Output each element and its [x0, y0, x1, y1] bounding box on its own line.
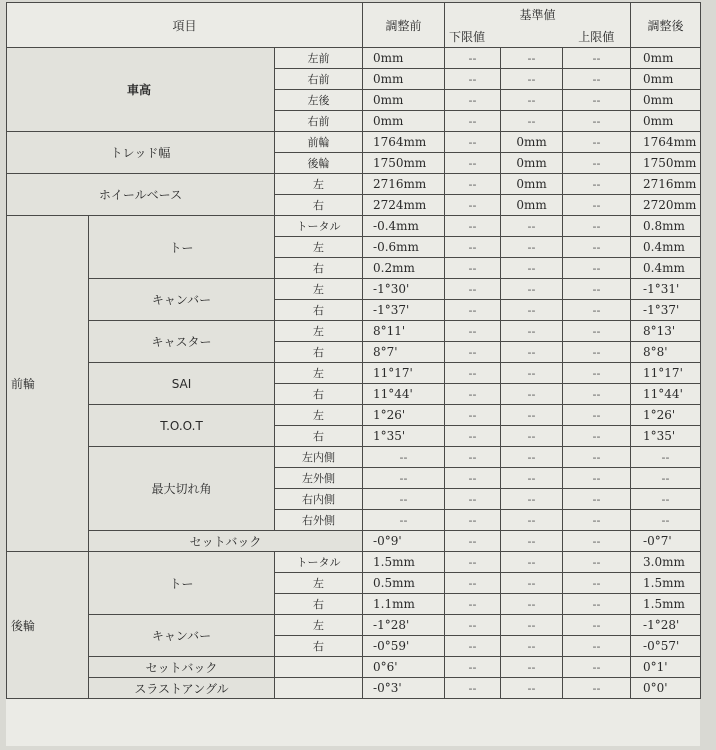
value-before: -1°28' — [363, 615, 445, 636]
value-after: 0mm — [631, 111, 701, 132]
table-row — [7, 363, 701, 384]
value-upper: -- — [563, 300, 631, 321]
sub-label: 左外側 — [275, 468, 363, 489]
value-lower: -- — [445, 258, 501, 279]
value-lower: -- — [445, 552, 501, 573]
sub-label: 左 — [275, 279, 363, 300]
value-upper: -- — [563, 510, 631, 531]
value-upper: -- — [563, 132, 631, 153]
value-before: 1764mm — [363, 132, 445, 153]
value-upper: -- — [563, 69, 631, 90]
sub-label: 左 — [275, 321, 363, 342]
value-standard: -- — [501, 594, 563, 615]
value-before: -0.6mm — [363, 237, 445, 258]
value-after: 1.5mm — [631, 573, 701, 594]
value-after: 11°17' — [631, 363, 701, 384]
sub-label: トータル — [275, 552, 363, 573]
ride-height-label: 車高 — [7, 48, 275, 132]
sub-label: 右 — [275, 594, 363, 615]
header-after: 調整後 — [631, 3, 701, 48]
value-before: 1.5mm — [363, 552, 445, 573]
value-standard: -- — [501, 426, 563, 447]
value-standard: -- — [501, 615, 563, 636]
value-upper: -- — [563, 468, 631, 489]
table-row — [7, 678, 701, 699]
value-lower: -- — [445, 69, 501, 90]
value-lower: -- — [445, 216, 501, 237]
value-before: 1°35' — [363, 426, 445, 447]
value-lower: -- — [445, 405, 501, 426]
value-before: 2724mm — [363, 195, 445, 216]
wheelbase-label: ホイールベース — [7, 174, 275, 216]
value-upper: -- — [563, 342, 631, 363]
table-row — [7, 279, 701, 300]
value-before: 0°6' — [363, 657, 445, 678]
value-lower: -- — [445, 657, 501, 678]
value-lower: -- — [445, 132, 501, 153]
sub-label: 左内側 — [275, 447, 363, 468]
value-lower: -- — [445, 195, 501, 216]
value-before: -1°37' — [363, 300, 445, 321]
value-standard: -- — [501, 531, 563, 552]
value-before: -- — [363, 489, 445, 510]
value-standard: -- — [501, 489, 563, 510]
value-upper: -- — [563, 489, 631, 510]
value-after: 3.0mm — [631, 552, 701, 573]
value-after: 1°26' — [631, 405, 701, 426]
value-after: 1.5mm — [631, 594, 701, 615]
value-before: -- — [363, 510, 445, 531]
value-lower: -- — [445, 174, 501, 195]
table-row — [7, 216, 701, 237]
value-lower: -- — [445, 237, 501, 258]
sub-label: 左 — [275, 174, 363, 195]
header-standard: 基準値 — [445, 3, 631, 26]
sub-label: 右前 — [275, 69, 363, 90]
table-row — [7, 321, 701, 342]
value-lower: -- — [445, 468, 501, 489]
sub-label: 右 — [275, 426, 363, 447]
value-upper: -- — [563, 279, 631, 300]
sub-label: 後輪 — [275, 153, 363, 174]
value-after: 0.8mm — [631, 216, 701, 237]
value-upper: -- — [563, 615, 631, 636]
value-upper: -- — [563, 363, 631, 384]
sub-label: 左 — [275, 573, 363, 594]
value-standard: -- — [501, 636, 563, 657]
rear-toe-label: トー — [89, 552, 275, 615]
sub-label: 左 — [275, 363, 363, 384]
value-lower: -- — [445, 300, 501, 321]
rear-thrust-label: スラストアングル — [89, 678, 275, 699]
value-standard: -- — [501, 405, 563, 426]
value-before: 8°7' — [363, 342, 445, 363]
value-after: 8°8' — [631, 342, 701, 363]
value-upper: -- — [563, 153, 631, 174]
front-wheel-label: 前輪 — [7, 216, 89, 552]
front-max-steer-label: 最大切れ角 — [89, 447, 275, 531]
table-row — [7, 405, 701, 426]
sub-label: 右外側 — [275, 510, 363, 531]
value-before: 0.2mm — [363, 258, 445, 279]
value-before: -0.4mm — [363, 216, 445, 237]
header-row-1 — [7, 3, 701, 26]
value-standard: -- — [501, 279, 563, 300]
value-upper: -- — [563, 531, 631, 552]
value-standard: 0mm — [501, 195, 563, 216]
value-after: -1°31' — [631, 279, 701, 300]
value-lower: -- — [445, 447, 501, 468]
table-row — [7, 657, 701, 678]
value-upper: -- — [563, 174, 631, 195]
value-lower: -- — [445, 279, 501, 300]
value-lower: -- — [445, 90, 501, 111]
value-upper: -- — [563, 111, 631, 132]
rear-setback-label: セットバック — [89, 657, 275, 678]
value-after: 0°0' — [631, 678, 701, 699]
value-standard: -- — [501, 90, 563, 111]
value-lower: -- — [445, 678, 501, 699]
value-after: -1°28' — [631, 615, 701, 636]
value-before: 1750mm — [363, 153, 445, 174]
value-standard: -- — [501, 258, 563, 279]
value-standard: -- — [501, 363, 563, 384]
sub-label: 右 — [275, 195, 363, 216]
value-upper: -- — [563, 237, 631, 258]
value-upper: -- — [563, 90, 631, 111]
value-upper: -- — [563, 657, 631, 678]
value-before: 0mm — [363, 111, 445, 132]
value-upper: -- — [563, 216, 631, 237]
sub-label: 右 — [275, 300, 363, 321]
value-standard: -- — [501, 384, 563, 405]
sub-label: 右 — [275, 384, 363, 405]
value-standard: -- — [501, 321, 563, 342]
value-upper: -- — [563, 678, 631, 699]
value-after: 11°44' — [631, 384, 701, 405]
front-caster-label: キャスター — [89, 321, 275, 363]
rear-camber-label: キャンバー — [89, 615, 275, 657]
value-after: 2716mm — [631, 174, 701, 195]
value-after: -0°7' — [631, 531, 701, 552]
value-before: -0°59' — [363, 636, 445, 657]
table-row — [7, 531, 701, 552]
table-row — [7, 447, 701, 468]
value-standard: -- — [501, 552, 563, 573]
value-standard: -- — [501, 678, 563, 699]
value-standard: -- — [501, 573, 563, 594]
sub-label: トータル — [275, 216, 363, 237]
value-after: 0°1' — [631, 657, 701, 678]
alignment-table — [6, 2, 701, 699]
value-lower: -- — [445, 573, 501, 594]
value-standard: -- — [501, 342, 563, 363]
front-toe-label: トー — [89, 216, 275, 279]
value-upper: -- — [563, 636, 631, 657]
value-after: 1750mm — [631, 153, 701, 174]
value-after: 2720mm — [631, 195, 701, 216]
sub-label: 左 — [275, 405, 363, 426]
value-before: 1°26' — [363, 405, 445, 426]
value-standard: -- — [501, 657, 563, 678]
value-after: 0mm — [631, 69, 701, 90]
sub-label: 右内側 — [275, 489, 363, 510]
value-standard: 0mm — [501, 153, 563, 174]
value-lower: -- — [445, 153, 501, 174]
value-lower: -- — [445, 531, 501, 552]
tread-label: トレッド幅 — [7, 132, 275, 174]
value-upper: -- — [563, 195, 631, 216]
rear-wheel-label: 後輪 — [7, 552, 89, 699]
value-before: 0mm — [363, 48, 445, 69]
value-lower: -- — [445, 594, 501, 615]
sub-label: 右 — [275, 636, 363, 657]
value-standard: -- — [501, 216, 563, 237]
value-upper: -- — [563, 573, 631, 594]
sub-label: 左 — [275, 237, 363, 258]
front-camber-label: キャンバー — [89, 279, 275, 321]
value-before: 0mm — [363, 90, 445, 111]
header-lower: 下限値 — [445, 25, 501, 48]
value-standard: -- — [501, 111, 563, 132]
value-standard: -- — [501, 300, 563, 321]
value-lower: -- — [445, 48, 501, 69]
value-upper: -- — [563, 552, 631, 573]
value-after: 1°35' — [631, 426, 701, 447]
value-before: 11°17' — [363, 363, 445, 384]
value-lower: -- — [445, 510, 501, 531]
value-upper: -- — [563, 48, 631, 69]
value-upper: -- — [563, 321, 631, 342]
table-row — [7, 615, 701, 636]
table-row — [7, 48, 701, 69]
value-standard: -- — [501, 237, 563, 258]
front-toot-label: T.O.O.T — [89, 405, 275, 447]
value-before: 0.5mm — [363, 573, 445, 594]
sub-label: 右 — [275, 342, 363, 363]
value-after: 1764mm — [631, 132, 701, 153]
value-standard: -- — [501, 69, 563, 90]
value-after: -- — [631, 468, 701, 489]
value-lower: -- — [445, 489, 501, 510]
alignment-sheet — [6, 2, 700, 746]
value-after: -1°37' — [631, 300, 701, 321]
value-upper: -- — [563, 426, 631, 447]
value-standard: -- — [501, 510, 563, 531]
value-upper: -- — [563, 384, 631, 405]
value-lower: -- — [445, 615, 501, 636]
value-before: 0mm — [363, 69, 445, 90]
value-before: 11°44' — [363, 384, 445, 405]
front-setback-label: セットバック — [89, 531, 363, 552]
sub-label: 右 — [275, 258, 363, 279]
value-lower: -- — [445, 426, 501, 447]
front-sai-label: SAI — [89, 363, 275, 405]
value-upper: -- — [563, 405, 631, 426]
value-standard: 0mm — [501, 132, 563, 153]
table-row — [7, 132, 701, 153]
value-upper: -- — [563, 258, 631, 279]
value-standard: -- — [501, 468, 563, 489]
value-before: 8°11' — [363, 321, 445, 342]
sub-label: 左 — [275, 615, 363, 636]
table-row — [7, 552, 701, 573]
value-lower: -- — [445, 636, 501, 657]
value-lower: -- — [445, 363, 501, 384]
value-before: -- — [363, 468, 445, 489]
value-standard: -- — [501, 447, 563, 468]
value-before: 2716mm — [363, 174, 445, 195]
value-after: 0.4mm — [631, 237, 701, 258]
sub-label: 左後 — [275, 90, 363, 111]
table-row — [7, 174, 701, 195]
value-after: -- — [631, 489, 701, 510]
value-standard: -- — [501, 48, 563, 69]
value-after: -- — [631, 510, 701, 531]
sub-label: 前輪 — [275, 132, 363, 153]
value-after: -0°57' — [631, 636, 701, 657]
value-upper: -- — [563, 447, 631, 468]
value-before: -0°9' — [363, 531, 445, 552]
header-before: 調整前 — [363, 3, 445, 48]
value-lower: -- — [445, 384, 501, 405]
value-upper: -- — [563, 594, 631, 615]
value-before: -1°30' — [363, 279, 445, 300]
value-lower: -- — [445, 342, 501, 363]
value-lower: -- — [445, 111, 501, 132]
value-after: 0mm — [631, 48, 701, 69]
value-after: 0.4mm — [631, 258, 701, 279]
value-after: -- — [631, 447, 701, 468]
value-before: -0°3' — [363, 678, 445, 699]
value-standard: 0mm — [501, 174, 563, 195]
sub-label: 左前 — [275, 48, 363, 69]
sub-label: 右前 — [275, 111, 363, 132]
value-before: 1.1mm — [363, 594, 445, 615]
value-after: 8°13' — [631, 321, 701, 342]
header-item: 項目 — [7, 3, 363, 48]
header-upper: 上限値 — [563, 25, 631, 48]
value-lower: -- — [445, 321, 501, 342]
value-before: -- — [363, 447, 445, 468]
value-after: 0mm — [631, 90, 701, 111]
